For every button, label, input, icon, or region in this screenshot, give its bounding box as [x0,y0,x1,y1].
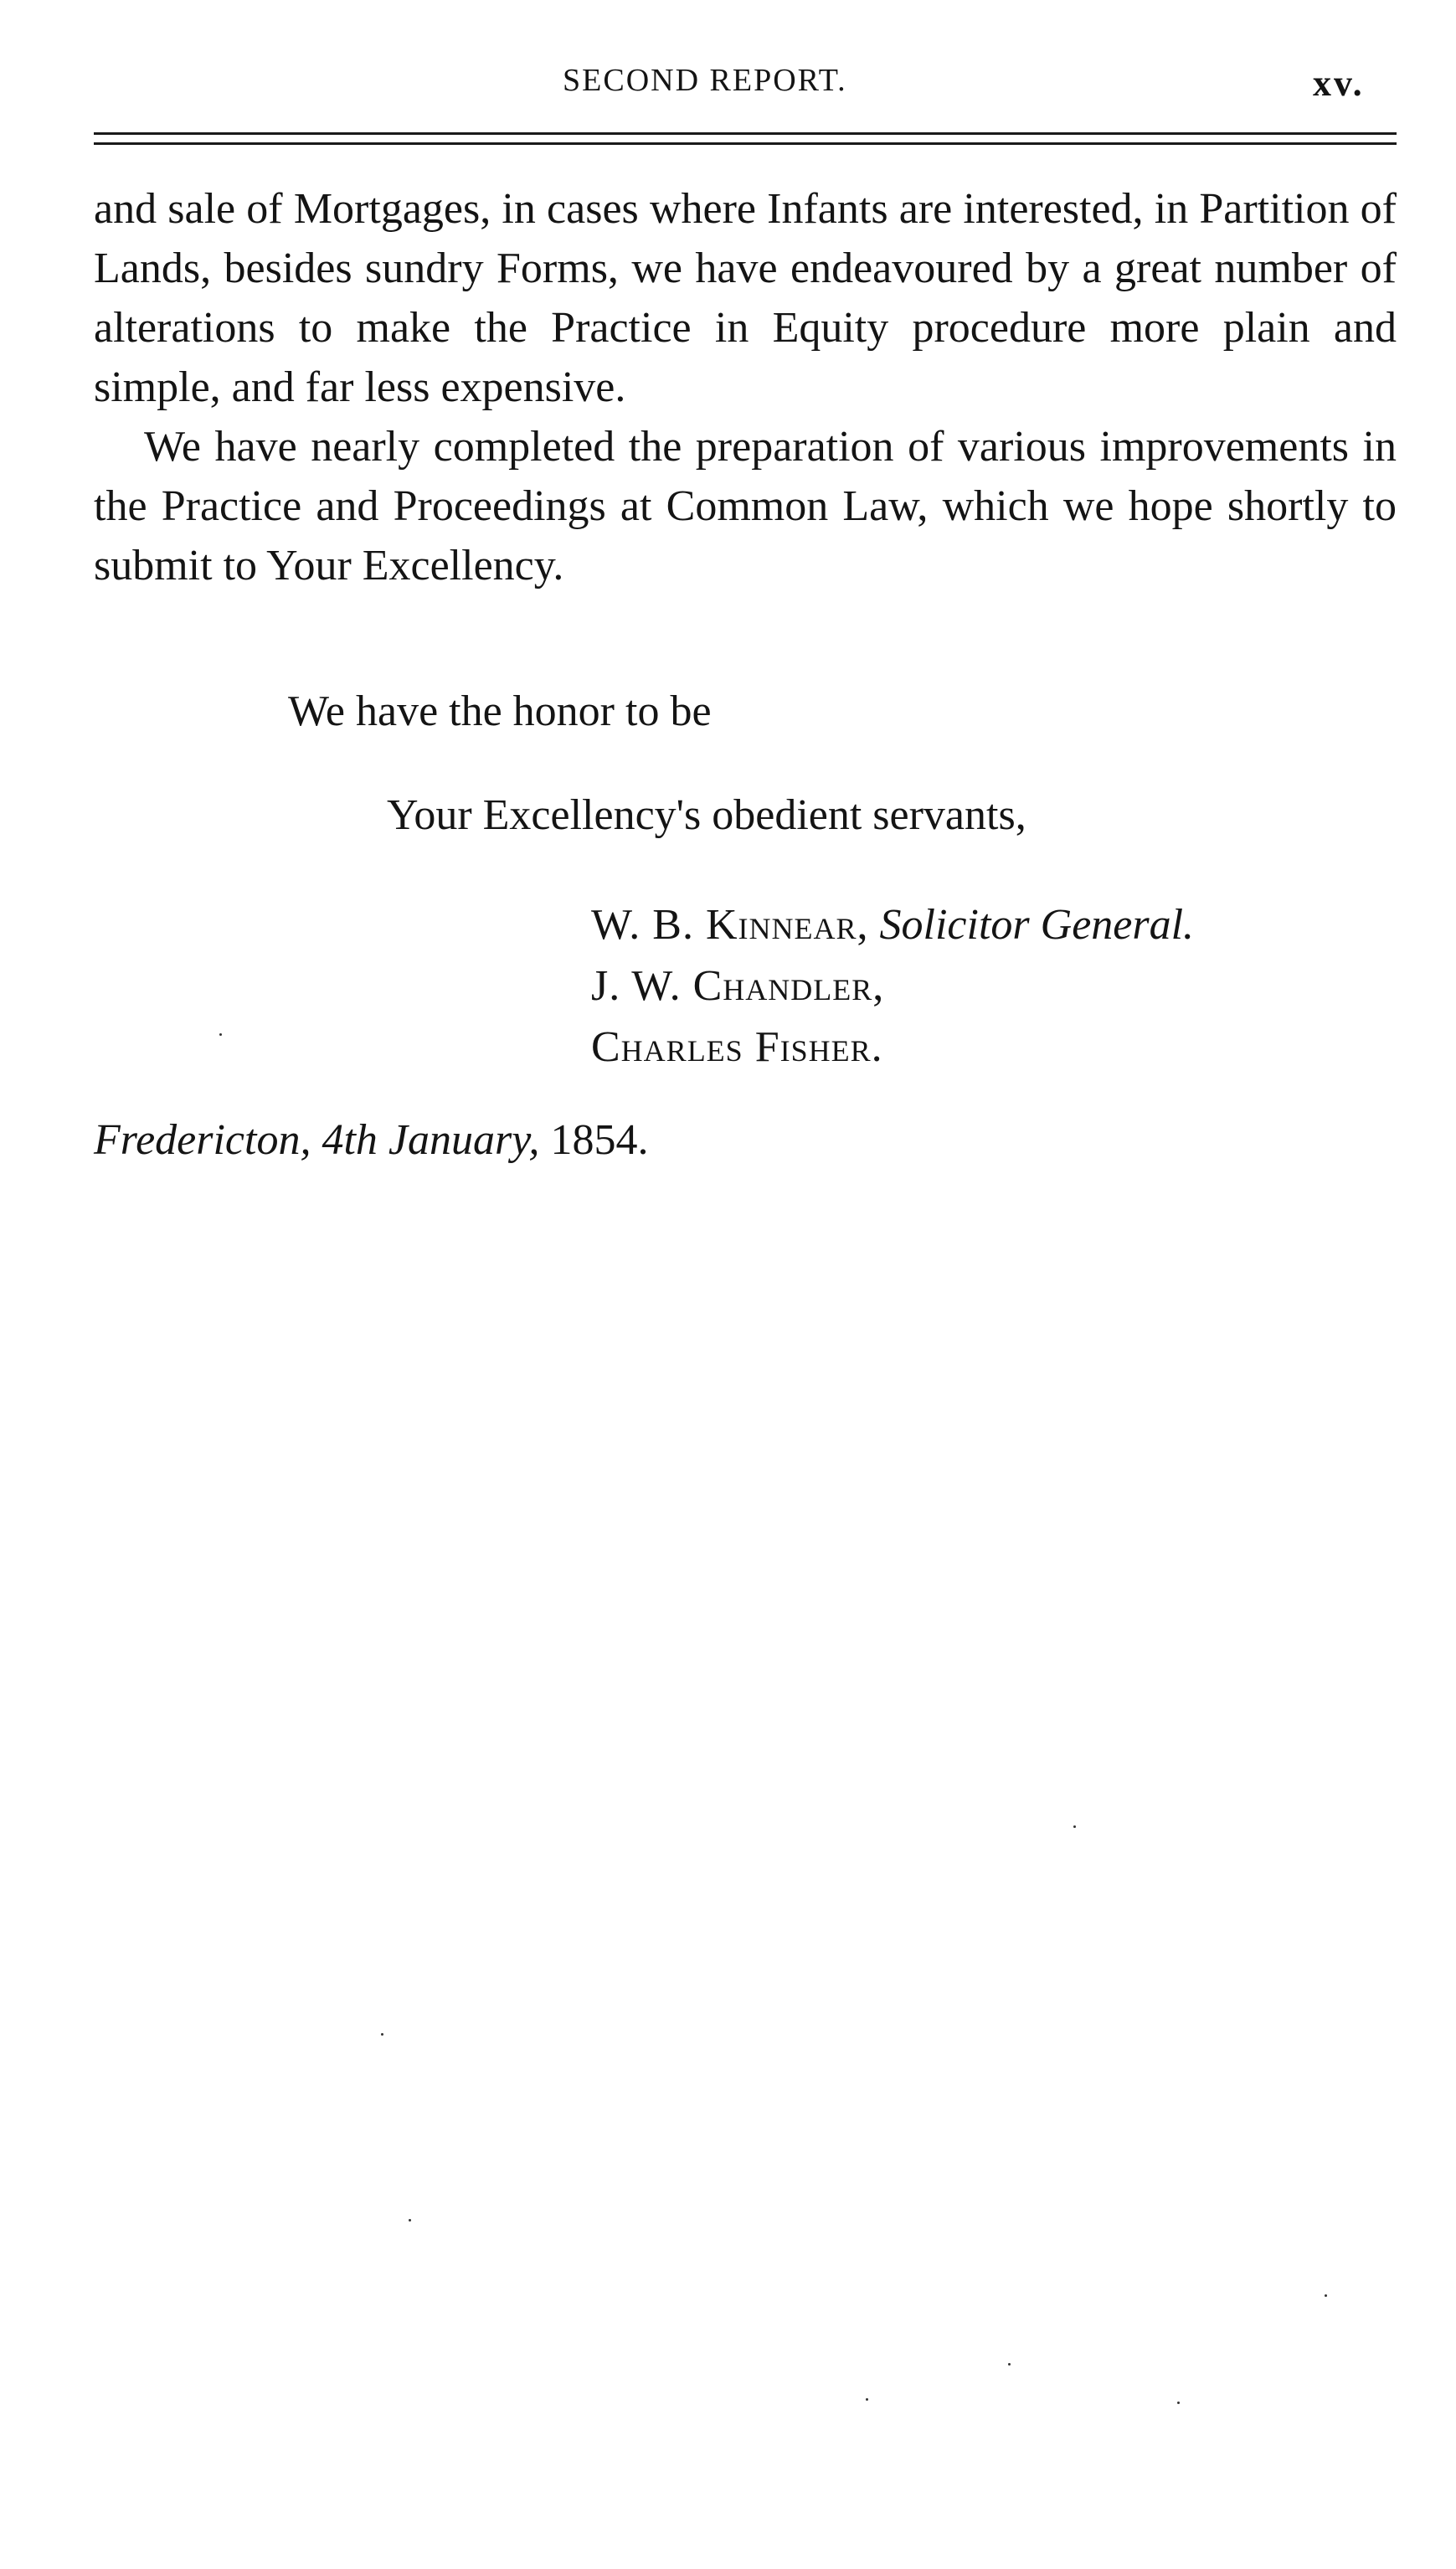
signatory-name: W. B. Kinnear, [591,901,869,949]
dateline-year: 1854. [550,1116,649,1164]
print-speck [1325,2294,1327,2297]
print-speck [381,2033,383,2036]
signature-chandler [591,955,1194,1017]
dateline-date: 4th January, [322,1116,540,1164]
running-title: SECOND REPORT. [563,63,847,98]
signature-block [591,894,1194,1078]
print-speck [1177,2402,1180,2404]
header-rule-lower [94,142,1397,145]
dateline [94,1115,648,1165]
signatory-name: Charles Fisher. [591,1023,883,1071]
signature-kinnear [591,894,1194,955]
print-speck [219,1033,222,1036]
header-rule-upper [94,132,1397,135]
closing-line-2: Your Excellency's obedient servants, [387,791,1026,839]
print-speck [409,2219,411,2221]
paragraph-1: and sale of Mortgages, in cases where Infants are interested, in Partition of Lands, besides sundry Forms, we have endeavoured by a great number of alterations to make the Practice in Equity procedure more plain and simple, and far less expensive. [94,185,1397,411]
signatory-title: Solicitor General. [879,901,1195,949]
dateline-place: Fredericton, [94,1116,311,1164]
signatory-name: J. W. Chandler, [591,962,885,1010]
print-speck [866,2398,868,2401]
closing-line-1: We have the honor to be [288,687,712,735]
print-speck [1073,1825,1076,1828]
signature-fisher [591,1017,1194,1078]
paragraph-2: We have nearly completed the preparation of various improvements in the Practice and Proceedings at Common Law, which we hope shortly to submit to Your Excellency. [94,423,1397,589]
page-number: xv. [1313,63,1365,104]
body-text [94,179,1397,595]
print-speck [1008,2363,1011,2366]
running-head [0,62,1456,112]
